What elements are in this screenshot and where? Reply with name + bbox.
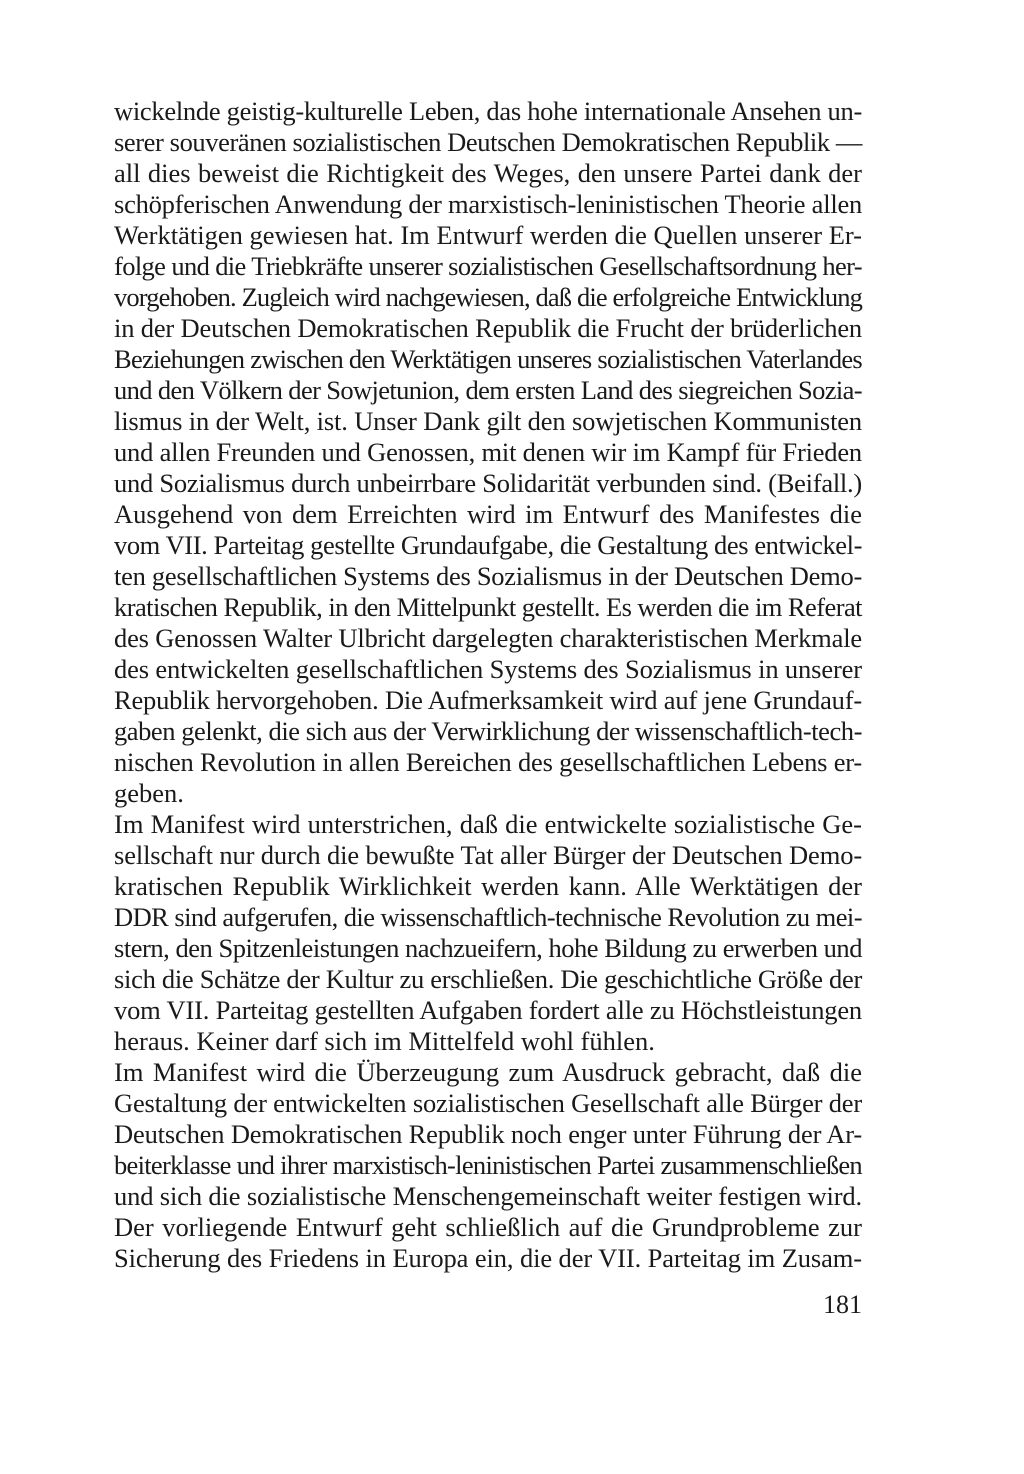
text-line: und den Völkern der Sowjetunion, dem ersten Land des siegreichen Sozia-	[114, 375, 862, 405]
text-line: Beziehungen zwischen den Werktätigen unseres sozialistischen Vaterlandes	[114, 344, 862, 374]
text-line: heraus. Keiner darf sich im Mittelfeld wohl fühlen.	[114, 1026, 655, 1056]
text-line: Deutschen Demokratischen Republik noch enger unter Führung der Ar-	[114, 1119, 862, 1149]
text-line: all dies beweist die Richtigkeit des Weges, den unsere Partei dank der	[114, 158, 862, 188]
text-line: und sich die sozialistische Menschengemeinschaft weiter festigen wird.	[114, 1181, 863, 1211]
paragraph-4	[114, 1057, 862, 1212]
text-line: Der vorliegende Entwurf geht schließlich auf die Grundprobleme zur	[114, 1212, 862, 1242]
text-line: stern, den Spitzenleistungen nachzueifern, hohe Bildung zu erwerben und	[114, 933, 862, 963]
text-line: sellschaft nur durch die bewußte Tat aller Bürger der Deutschen Demo-	[114, 840, 863, 870]
text-line: lismus in der Welt, ist. Unser Dank gilt den sowjetischen Kommunisten	[114, 406, 863, 436]
paragraph-1	[114, 96, 862, 499]
text-line: nischen Revolution in allen Bereichen des gesellschaftlichen Lebens er-	[114, 747, 862, 777]
text-line: in der Deutschen Demokratischen Republik die Frucht der brüderlichen	[114, 313, 863, 343]
text-line: DDR sind aufgerufen, die wissenschaftlich-technische Revolution zu mei-	[114, 902, 863, 932]
text-line: kratischen Republik, in den Mittelpunkt gestellt. Es werden die im Referat	[114, 592, 862, 622]
text-line: des entwickelten gesellschaftlichen Systems des Sozialismus in unserer	[114, 654, 862, 684]
text-line: schöpferischen Anwendung der marxistisch-leninistischen Theorie allen	[114, 189, 862, 219]
paragraph-5	[114, 1212, 862, 1274]
text-line: vom VII. Parteitag gestellten Aufgaben fordert alle zu Höchstleistungen	[114, 995, 862, 1025]
text-line: folge und die Triebkräfte unserer sozialistischen Gesellschaftsordnung her-	[114, 251, 862, 281]
paragraph-3	[114, 809, 862, 1057]
text-line: geben.	[114, 778, 184, 808]
text-line: beiterklasse und ihrer marxistisch-leninistischen Partei zusammenschließen	[114, 1150, 862, 1180]
text-line: Im Manifest wird unterstrichen, daß die entwickelte sozialistische Ge-	[114, 809, 862, 839]
page-number: 181	[823, 1290, 862, 1319]
text-line: sich die Schätze der Kultur zu erschließen. Die geschichtliche Größe der	[114, 964, 862, 994]
text-line: serer souveränen sozialistischen Deutschen Demokratischen Republik —	[114, 127, 863, 157]
text-line: Im Manifest wird die Überzeugung zum Ausdruck gebracht, daß die	[114, 1057, 862, 1087]
text-line: ten gesellschaftlichen Systems des Sozialismus in der Deutschen Demo-	[114, 561, 863, 591]
text-line: Ausgehend von dem Erreichten wird im Entwurf des Manifestes die	[114, 499, 862, 529]
paragraph-2	[114, 499, 862, 809]
text-line: Werktätigen gewiesen hat. Im Entwurf werden die Quellen unserer Er-	[114, 220, 862, 250]
body-text	[114, 96, 862, 1274]
text-line: wickelnde geistig-kulturelle Leben, das hohe internationale Ansehen un-	[114, 96, 863, 126]
text-line: und Sozialismus durch unbeirrbare Solidarität verbunden sind. (Beifall.)	[114, 468, 862, 498]
text-line: vorgehoben. Zugleich wird nachgewiesen, daß die erfolgreiche Entwicklung	[114, 282, 862, 312]
text-line: und allen Freunden und Genossen, mit denen wir im Kampf für Frieden	[114, 437, 862, 467]
text-line: Sicherung des Friedens in Europa ein, die der VII. Parteitag im Zusam-	[114, 1243, 863, 1273]
text-line: des Genossen Walter Ulbricht dargelegten charakteristischen Merkmale	[114, 623, 863, 653]
text-line: gaben gelenkt, die sich aus der Verwirklichung der wissenschaftlich-tech-	[114, 716, 862, 746]
text-line: Republik hervorgehoben. Die Aufmerksamkeit wird auf jene Grundauf-	[114, 685, 863, 715]
text-line: Gestaltung der entwickelten sozialistischen Gesellschaft alle Bürger der	[114, 1088, 863, 1118]
text-line: kratischen Republik Wirklichkeit werden kann. Alle Werktätigen der	[114, 871, 862, 901]
text-line: vom VII. Parteitag gestellte Grundaufgabe, die Gestaltung des entwickel-	[114, 530, 862, 560]
